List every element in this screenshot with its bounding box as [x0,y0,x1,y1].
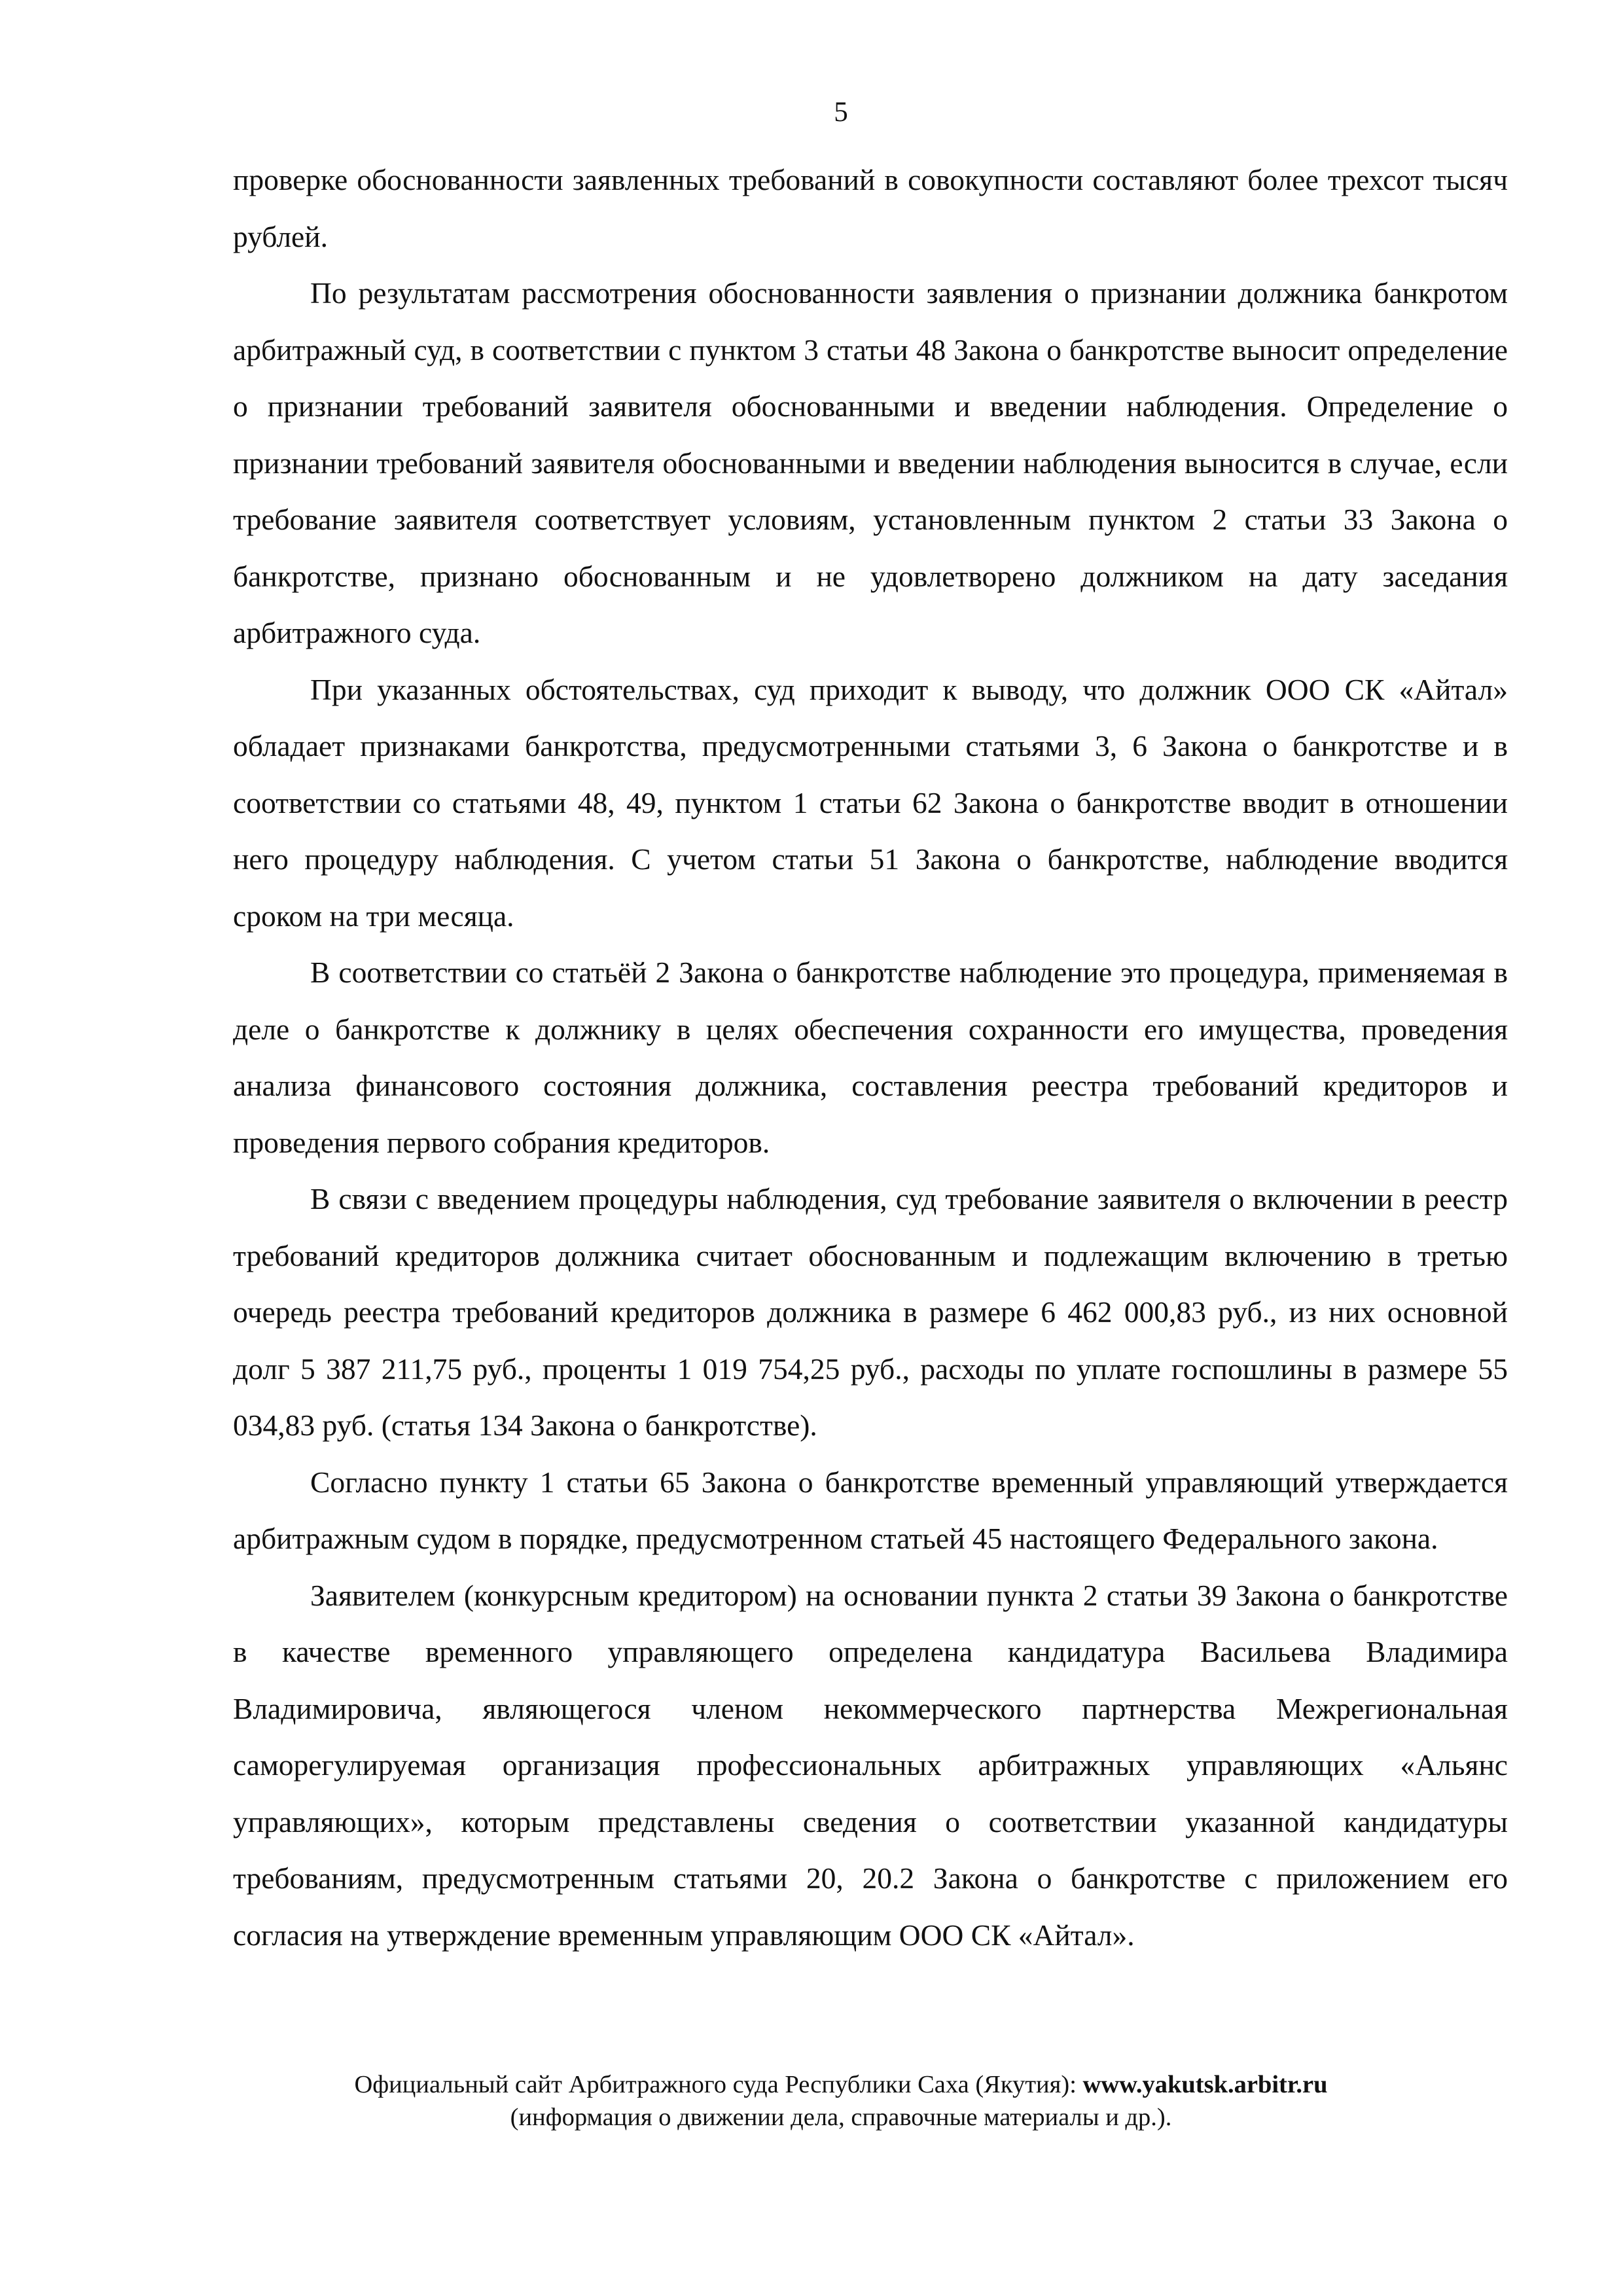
page-footer [0,2068,1623,2134]
paragraph-creditor-claims: В связи с введением процедуры наблюдения, суд требование заявителя о включении в реестр требований кредиторов должника считает обоснованным и подлежащим включению в третью очередь реестра требований кредиторов должника в размере 6 462 000,83 руб., из них основной долг 5 387 211,75 руб., проценты 1 019 754,25 руб., расходы по уплате госпошлины в размере 55 034,83 руб. (статья 134 Закона о банкротстве). [233,1182,1508,1442]
paragraph-court-conclusion: При указанных обстоятельствах, суд приходит к выводу, что должник ООО СК «Айтал» обладает признаками банкротства, предусмотренными статьями 3, 6 Закона о банкротстве и в соответствии со статьями 48, 49, пунктом 1 статьи 62 Закона о банкротстве вводит в отношении него процедуру наблюдения. С учетом статьи 51 Закона о банкротстве, наблюдение вводится сроком на три месяца. [233,672,1508,933]
paragraph-bankruptcy-review: По результатам рассмотрения обоснованности заявления о признании должника банкротом арбитражный суд, в соответствии с пунктом 3 статьи 48 Закона о банкротстве выносит определение о признании требований заявителя обоснованными и введении наблюдения. Определение о признании требований заявителя обоснованными и введении наблюдения выносится в случае, если требование заявителя соответствует условиям, установленным пунктом 2 статьи 33 Закона о банкротстве, признано обоснованным и не удовлетворено должником на дату заседания арбитражного суда. [233,276,1508,649]
footer-site-line [59,2068,1623,2101]
court-website-link[interactable]: www.yakutsk.arbitr.ru [1082,2071,1328,2098]
page-number: 5 [834,97,848,128]
document-body [233,152,1508,1964]
paragraph-observation-definition: В соответствии со статьёй 2 Закона о банкротстве наблюдение это процедура, применяемая в деле о банкротстве к должнику в целях обеспечения сохранности его имущества, проведения анализа финансового состояния должника, составления реестра требований кредиторов и проведения первого собрания кредиторов. [233,956,1508,1159]
paragraph-temporary-manager-approval: Согласно пункту 1 статьи 65 Закона о банкротстве временный управляющий утверждается арбитражным судом в порядке, предусмотренном статьей 45 настоящего Федерального закона. [233,1465,1508,1555]
footer-info-line: (информация о движении дела, справочные материалы и др.). [510,2104,1172,2131]
paragraph-manager-candidate: Заявителем (конкурсным кредитором) на основании пункта 2 статьи 39 Закона о банкротстве в качестве временного управляющего определена кандидатура Васильева Владимира Владимировича, являющегося членом некоммерческого партнерства Межрегиональная саморегулируемая организация профессиональных арбитражных управляющих «Альянс управляющих», которым представлены сведения о соответствии указанной кандидатуры требованиям, предусмотренным статьями 20, 20.2 Закона о банкротстве с приложением его согласия на утверждение временным управляющим ООО СК «Айтал». [233,1578,1508,1952]
paragraph-continuation: проверке обоснованности заявленных требований в совокупности составляют более трехсот тысяч рублей. [233,163,1508,253]
footer-site-label: Официальный сайт Арбитражного суда Республики Саха (Якутия): [354,2071,1083,2098]
